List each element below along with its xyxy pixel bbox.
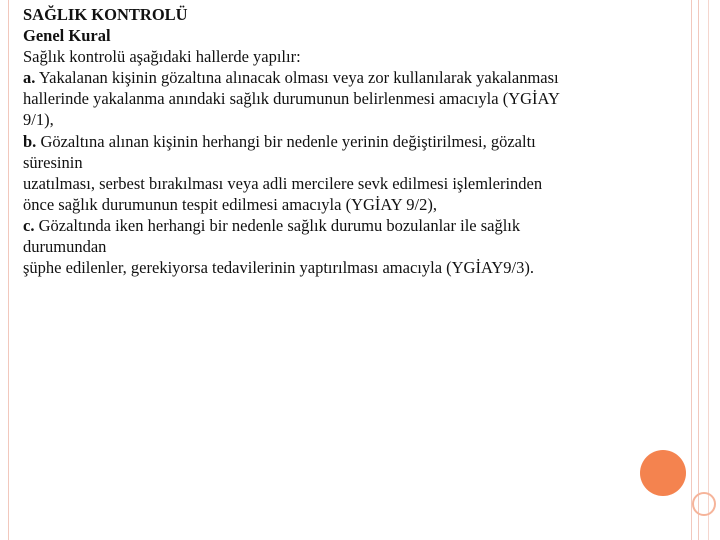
item-b-line4: önce sağlık durumunun tespit edilmesi amacıyla (YGİAY 9/2), — [23, 194, 437, 214]
item-b-text: Gözaltına alınan kişinin herhangi bir nedenle yerinin değiştirilmesi, gözaltı — [36, 131, 536, 151]
item-c-text: Gözaltında iken herhangi bir nedenle sağlık durumu bozulanlar ile sağlık — [34, 215, 521, 235]
decorative-orange-circle — [640, 450, 686, 496]
item-a-line3: 9/1), — [23, 110, 54, 130]
item-a-text: Yakalanan kişinin gözaltına alınacak olması veya zor kullanılarak yakalanması — [35, 68, 559, 88]
item-b-line3: uzatılması, serbest bırakılması veya adli mercilere sevk edilmesi işlemlerinden — [23, 173, 543, 193]
item-c-marker: c. — [23, 215, 35, 235]
item-b-line1 — [23, 131, 683, 152]
slide-body — [23, 4, 683, 278]
item-a-line1 — [23, 67, 683, 88]
intro-text: Sağlık kontrolü aşağıdaki hallerde yapılır: — [23, 47, 301, 67]
page-title: SAĞLIK KONTROLÜ — [23, 5, 188, 24]
item-c-line3: şüphe edilenler, gerekiyorsa tedavilerinin yaptırılması amacıyla (YGİAY9/3). — [23, 258, 534, 278]
item-a-line2: hallerinde yakalanma anındaki sağlık durumunun belirlenmesi amacıyla (YGİAY — [23, 89, 560, 109]
right-border-line — [698, 0, 699, 540]
item-b-line2: süresinin — [23, 152, 83, 172]
section-subtitle: Genel Kural — [23, 26, 111, 46]
item-c-line1 — [23, 215, 683, 236]
item-a-marker: a. — [23, 68, 36, 88]
item-b-marker: b. — [23, 131, 37, 151]
decorative-ring-circle — [692, 492, 716, 516]
outer-border-line — [708, 0, 709, 540]
item-c-line2: durumundan — [23, 237, 107, 257]
